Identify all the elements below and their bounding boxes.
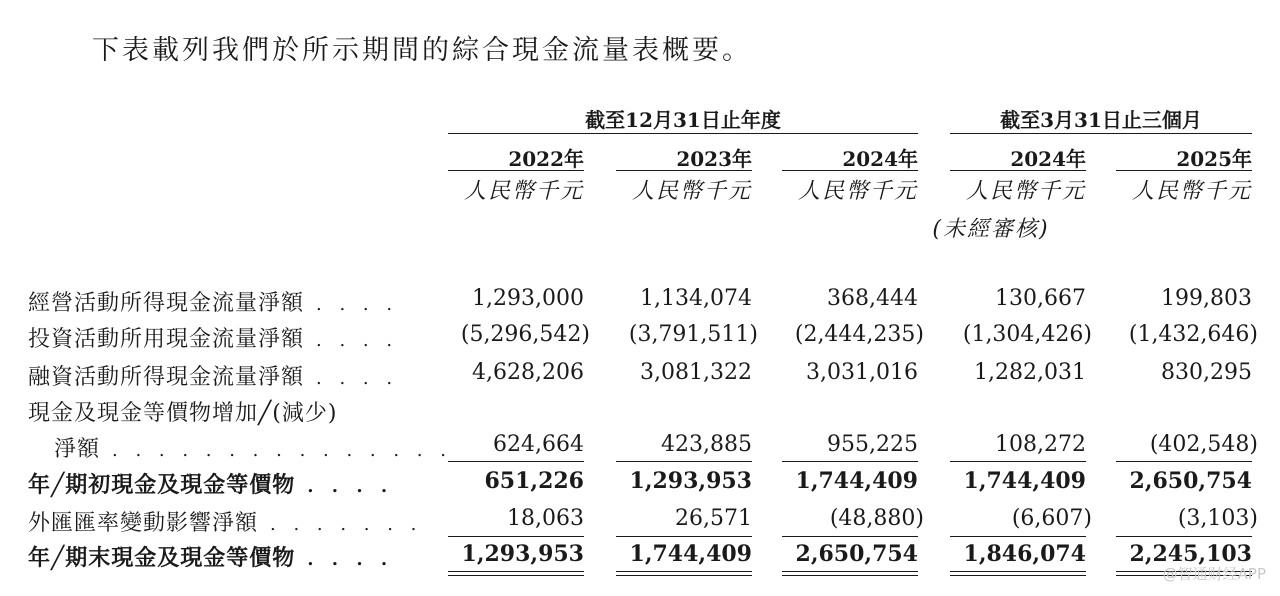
column-currency-2: 人民幣千元 [631,179,752,204]
row-label [54,432,452,463]
column-year-rule-2 [616,170,752,171]
table-cell: 1,744,409 [963,468,1086,494]
row-label-text: 外匯匯率變動影響淨額 [28,511,259,536]
table-cell: 2,650,754 [1129,468,1252,494]
total-top-rule-1 [448,536,584,537]
row-label-text: 經營活動所得現金流量淨額 [28,291,305,316]
table-cell: 423,885 [661,432,752,457]
subtotal-rule-2 [616,461,752,462]
column-year-rule-5 [1116,170,1252,171]
table-cell: 108,272 [995,432,1086,457]
table-cell: 1,744,409 [795,468,918,494]
table-cell: (402,548) [1149,432,1258,457]
table-cell: (3,103) [1177,506,1258,531]
table-cell: 624,664 [493,432,584,457]
subtotal-rule-4 [950,461,1086,462]
total-double-rule-1 [448,571,584,576]
row-leader-dots: . . . . [316,294,399,315]
row-label-text: 年╱期初現金及現金等價物 [28,472,296,498]
subtotal-rule-3 [782,461,918,462]
column-year-rule-1 [448,170,584,171]
table-cell: 1,282,031 [974,360,1086,385]
group-header-quarter-rule [950,133,1252,134]
subtotal-rule-5 [1116,461,1252,462]
group-header-annual-rule [448,133,918,134]
row-label-text: 淨額 [54,437,101,462]
subtotal-rule-1 [448,461,584,462]
row-label-text: 融資活動所得現金流量淨額 [28,365,305,390]
table-cell: 830,295 [1161,360,1252,385]
table-cell: 1,293,000 [472,286,584,311]
table-cell: 1,846,074 [963,541,1086,567]
row-label [28,360,398,391]
row-label [28,286,398,317]
intro-paragraph: 下表載列我們於所示期間的綜合現金流量表概要。 [92,35,752,66]
row-leader-dots: . . . . . . . [270,514,423,535]
table-cell: 1,134,074 [640,286,752,311]
table-cell: 955,225 [827,432,918,457]
column-year-rule-3 [782,170,918,171]
table-cell: (1,432,646) [1128,322,1258,347]
table-cell: 199,803 [1161,286,1252,311]
table-cell: 1,744,409 [629,541,752,567]
total-double-rule-2 [616,571,752,576]
row-leader-dots: . . . . [316,368,399,389]
column-year-rule-4 [950,170,1086,171]
table-cell: 4,628,206 [472,360,584,385]
table-cell: (48,880) [829,506,924,531]
row-label [28,468,393,499]
row-leader-dots: . . . . [316,330,399,351]
group-header-quarter: 截至3月31日止三個月 [1000,108,1202,132]
row-leader-dots: . . . . [307,476,394,497]
group-header-annual: 截至12月31日止年度 [585,108,781,132]
total-top-rule-3 [782,536,918,537]
column-year-1: 2022年 [508,147,584,171]
total-double-rule-3 [782,571,918,576]
column-year-5: 2025年 [1176,147,1252,171]
table-cell: 26,571 [675,506,752,531]
column-currency-3: 人民幣千元 [797,179,918,204]
table-cell: 3,081,322 [640,360,752,385]
column-year-4: 2024年 [1010,147,1086,171]
table-cell: 1,293,953 [629,468,752,494]
table-cell: (3,791,511) [628,322,758,347]
row-label-text: 年╱期末現金及現金等價物 [28,545,296,571]
row-leader-dots: . . . . . . . . . . . . . . . [112,440,452,461]
column-currency-1: 人民幣千元 [463,179,584,204]
table-cell: 2,650,754 [795,541,918,567]
row-label [28,506,422,537]
row-leader-dots: . . . . [307,549,394,570]
table-cell: 1,293,953 [461,541,584,567]
column-year-3: 2024年 [842,147,918,171]
table-cell: 651,226 [484,468,584,494]
row-label [28,396,337,427]
total-top-rule-4 [950,536,1086,537]
table-cell: (5,296,542) [460,322,590,347]
table-cell: (2,444,235) [794,322,924,347]
column-note-4: (未經審核) [932,217,1050,242]
column-currency-5: 人民幣千元 [1131,179,1252,204]
row-label-text: 投資活動所用現金流量淨額 [28,327,305,352]
column-currency-4: 人民幣千元 [965,179,1086,204]
watermark: @智通财经APP [1162,565,1266,583]
table-cell: (1,304,426) [962,322,1092,347]
column-year-2: 2023年 [676,147,752,171]
table-cell: (6,607) [1011,506,1092,531]
table-cell: 130,667 [995,286,1086,311]
total-double-rule-4 [950,571,1086,576]
row-label [28,322,398,353]
total-top-rule-5 [1116,536,1252,537]
table-cell: 2,245,103 [1129,541,1252,567]
table-cell: 368,444 [827,286,918,311]
row-label [28,541,393,572]
row-label-text: 現金及現金等價物增加╱(減少) [28,401,338,426]
table-cell: 3,031,016 [806,360,918,385]
total-top-rule-2 [616,536,752,537]
table-cell: 18,063 [507,506,584,531]
